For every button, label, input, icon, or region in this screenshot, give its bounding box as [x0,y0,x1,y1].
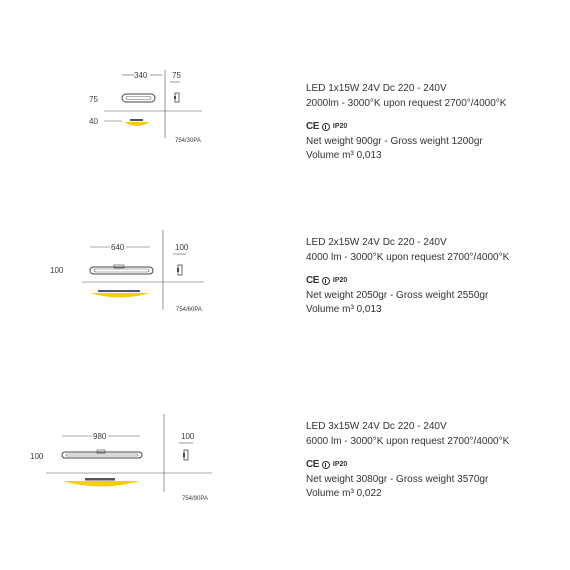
spec-list-2 [306,236,509,318]
product-block-1 [0,0,570,190]
technical-drawing-1 [0,0,300,190]
certification-row [306,274,509,289]
spec-weight: Net weight 3080gr - Gross weight 3570gr [306,473,489,485]
spec-lumen: 2000lm - 3000°K upon request 2700°/4000°K [306,97,507,109]
dim-length-label: 980 [93,432,107,441]
spec-power: LED 3x15W 24V Dc 220 - 240V [306,421,447,432]
earth-symbol-icon [322,461,330,469]
dim-glow-label: 40 [89,117,98,126]
earth-symbol-icon [322,123,330,131]
spec-weight: Net weight 900gr - Gross weight 1200gr [306,135,483,147]
technical-drawing-2 [0,190,300,380]
spec-lumen: 4000 lm - 3000°K upon request 2700°/4000°K [306,251,510,263]
product-block-2 [0,190,570,380]
spec-lumen: 6000 lm - 3000°K upon request 2700°/4000°K [306,435,510,447]
spec-power: LED 2x15W 24V Dc 220 - 240V [306,237,447,248]
dim-length-label: 340 [134,71,148,80]
product-code: 754/90PA [182,496,208,502]
ip-rating: IP20 [332,123,348,130]
technical-drawing-3 [0,380,300,570]
dim-depth-label: 100 [181,432,195,441]
certification-row [306,120,506,135]
dim-height-label: 100 [50,266,64,275]
certification-row [306,458,509,473]
ce-mark-icon: CE [306,459,319,470]
spec-power: LED 1x15W 24V Dc 220 - 240V [306,83,447,94]
dim-depth-label: 75 [172,71,181,80]
product-block-3 [0,380,570,570]
spec-volume: Volume m³ 0,013 [306,150,382,161]
dim-height-label: 75 [89,95,98,104]
ce-mark-icon: CE [306,275,319,286]
earth-symbol-icon [322,277,330,285]
product-code: 754/30PA [175,138,201,144]
spec-list-3 [306,420,509,502]
spec-weight: Net weight 2050gr - Gross weight 2550gr [306,289,489,301]
dim-height-label: 100 [30,452,44,461]
spec-volume: Volume m³ 0,013 [306,304,382,315]
spec-list-1 [306,82,506,164]
product-code: 754/60PA [176,307,202,313]
spec-volume: Volume m³ 0,022 [306,488,382,499]
ip-rating: IP20 [332,461,348,468]
dim-length-label: 640 [111,243,125,252]
ip-rating: IP20 [332,277,348,284]
dim-depth-label: 100 [175,243,189,252]
ce-mark-icon: CE [306,121,319,132]
